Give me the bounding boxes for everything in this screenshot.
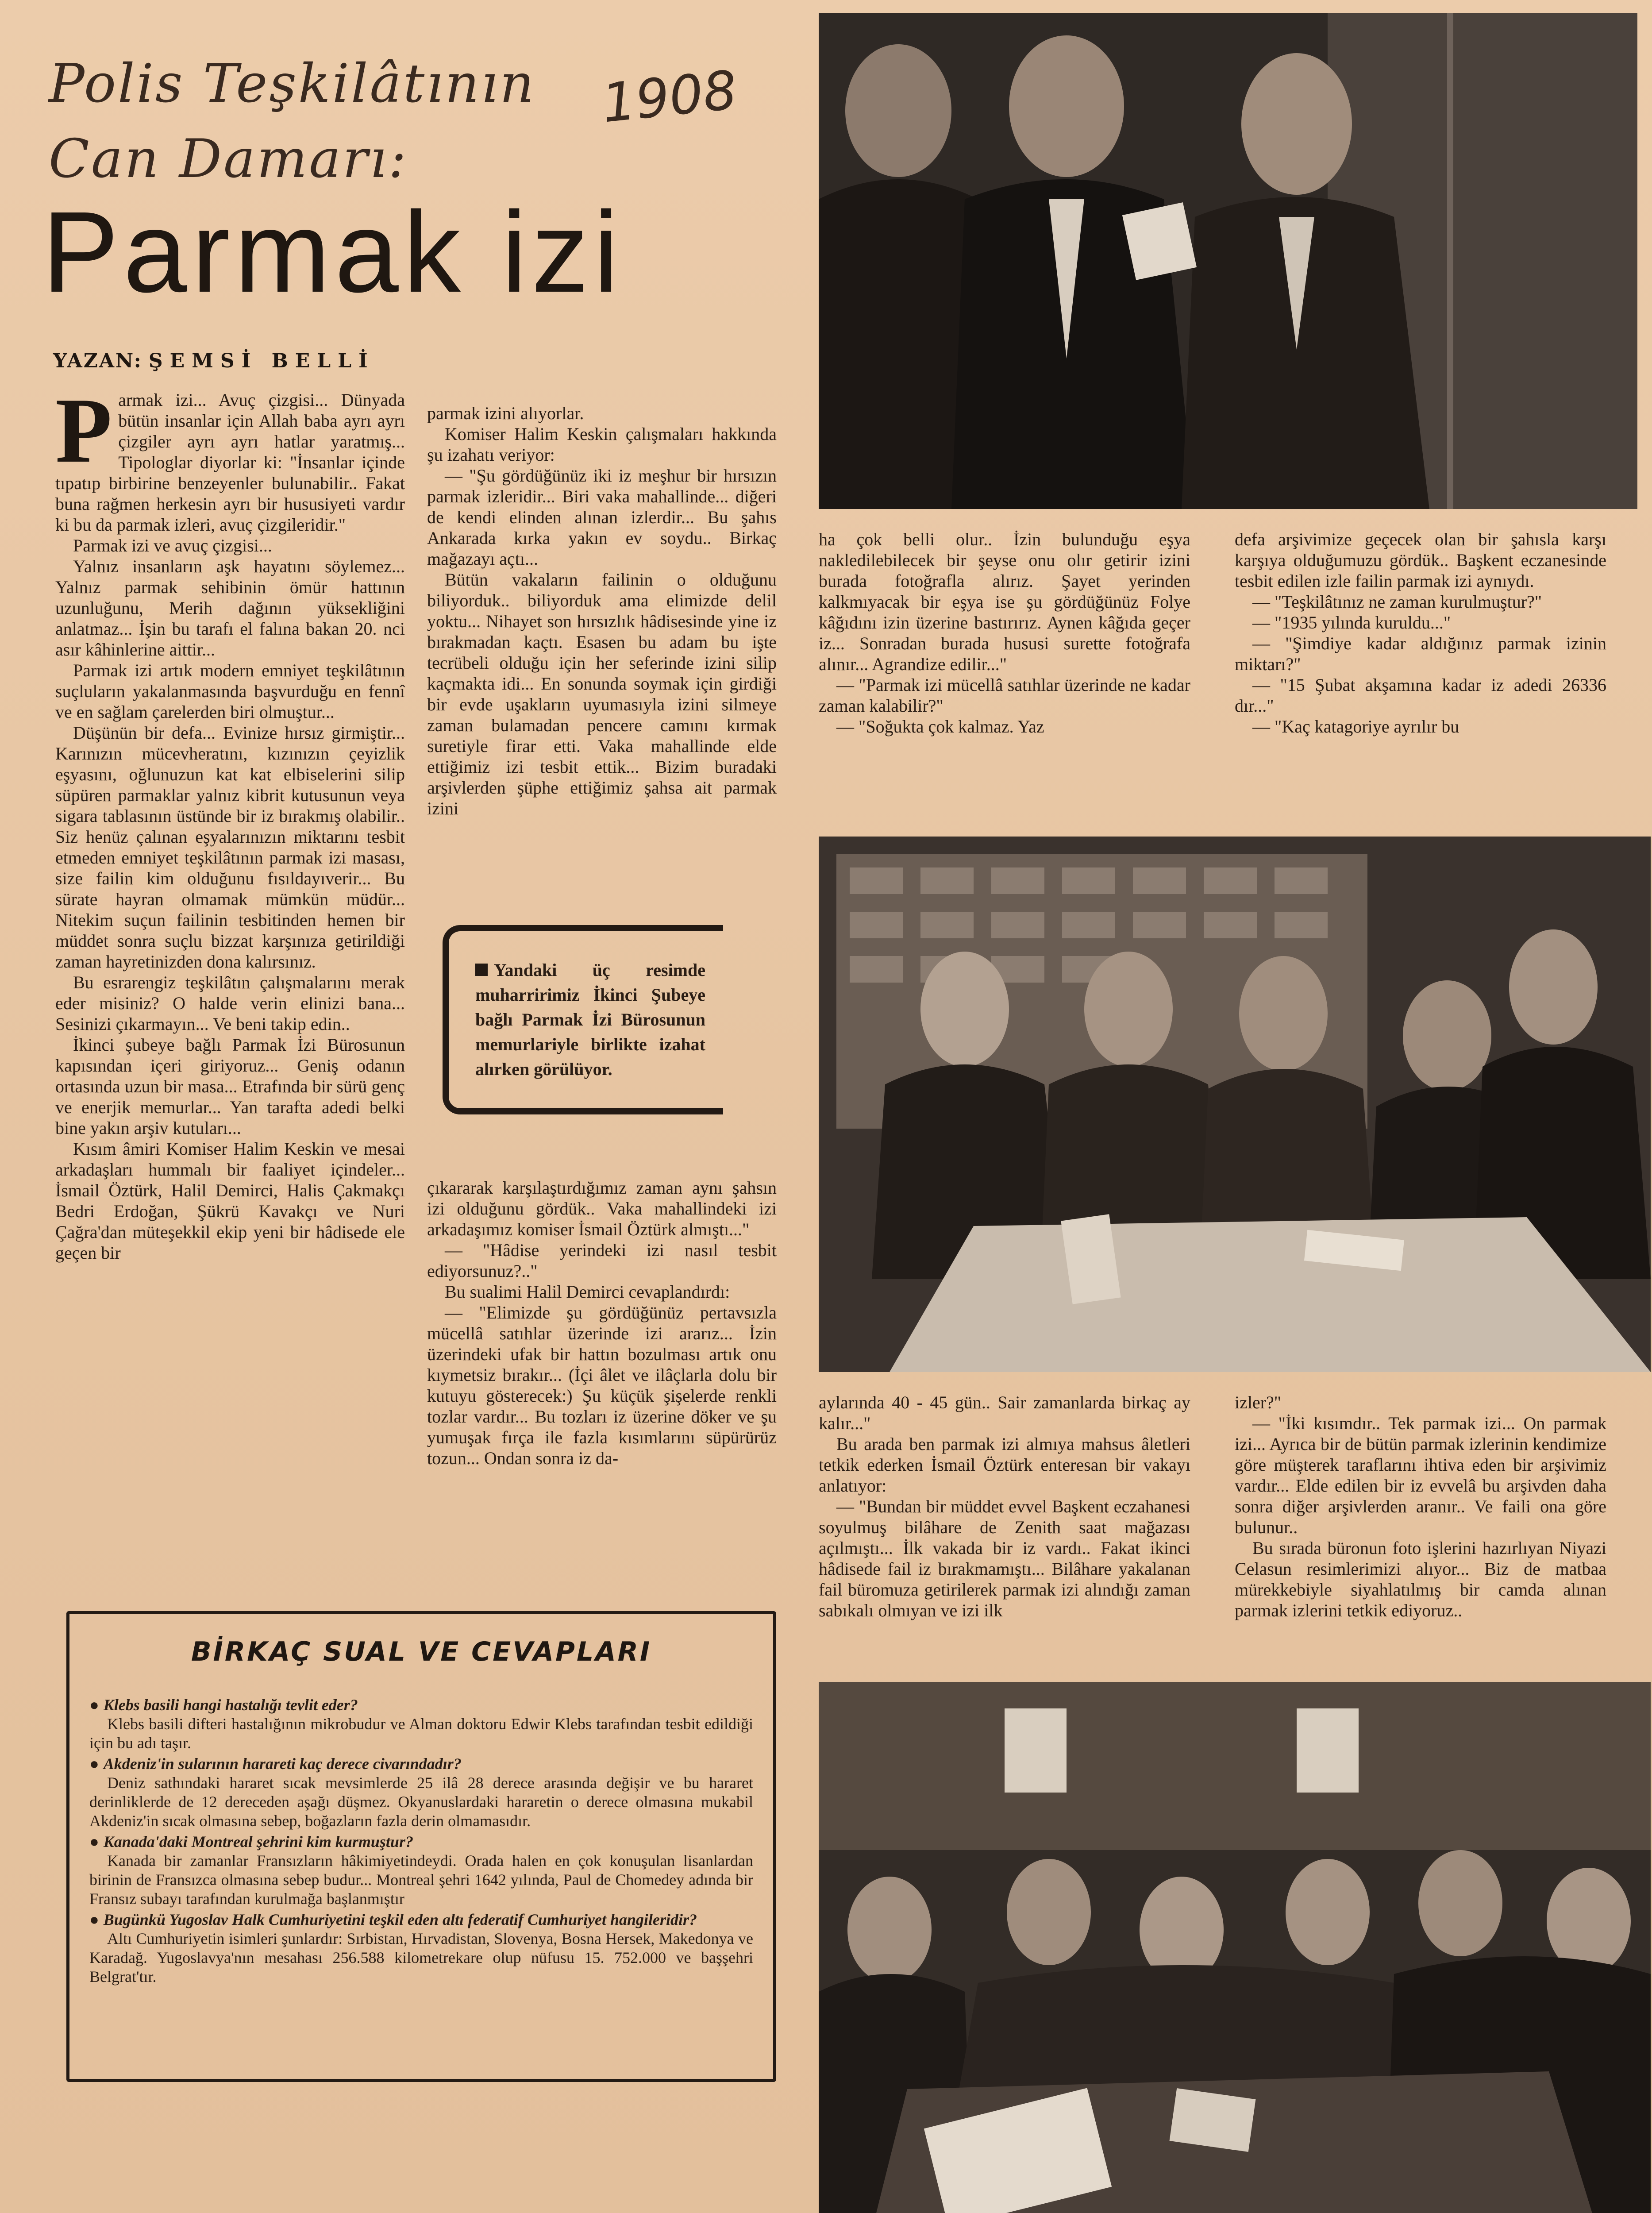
qa-box <box>66 1611 776 2082</box>
article-paragraph: — "Bundan bir müddet evvel Başkent eczahanesi soyulmuş bilâhare de Zenith saat mağazası açılmıştı... İlk vakada bir iz vardı.. Fakat ikinci hâdisede fail iz bırakmamıştı... Bilâhare yakalanan fail büromuza getirilerek parmak izi alındığı zaman sabıkalı olmıyan ve izi ilk <box>819 1496 1190 1620</box>
article-paragraph: — "Şu gördüğünüz iki iz meşhur bir hırsızın parmak izleridir... Biri vaka mahallinde... diğeri de kendi elinden alınan izlerdir... Bu şahıs Ankarada kırka yakın ev soydu.. Birkaç mağazayı açtı... <box>427 466 777 569</box>
article-paragraph: — "Kaç katagoriye ayrılır bu <box>1252 717 1459 736</box>
bullet-icon: ● <box>89 1833 99 1851</box>
article-column-1 <box>55 379 405 1263</box>
article-paragraph: Parmak izi artık modern emniyet teşkilâtının suçluların yakalanmasında başvurduğu en fennî ve en sağlam çarelerden biri olmuştur... <box>55 660 405 722</box>
article-column-3-bottom <box>819 1392 1190 1621</box>
article-paragraph: Düşünün bir defa... Evinize hırsız girmiştir... Karınızın mücevheratını, kızınızın çeyizlik eşyasını, oğlunuzun kat kat elbiselerini silip süpüren parmaklar yalnız kibrit kutusunun veya sigara tablasının üstünde bir iz bırakmış olabilir.. Siz henüz çalınan eşyalarınızın miktarını tesbit etmeden emniyet teşkilâtının parmak izi masası, size failin kim olduğunu fısıldayıverir... Bu sürate hayran olmamak mümkün müdür... Nitekim suçun failinin tesbitinden hemen bir müddet sonra suçlu bizzat karşınıza getirildiği zaman hayretinizden dona kalırsınız. <box>55 723 405 972</box>
article-paragraph: — "Elimizde şu gördüğünüz pertavsızla mücellâ satıhlar üzerinde izi ararız... İzin üzerindeki ufak bir hattın bozulması artık onu kıymetsiz bırakır... (İçi âlet ve ilâçlarla dolu bir kutuyu gösterecek:) Şu küçük şişelerde renkli tozlar vardır... Bu tozları iz üzerine döker ve şu yumuşak fırça ile fazla kısımlarını süpürürüz tozun... Ondan sonra iz da- <box>427 1303 777 1468</box>
qa-question: ● Bugünkü Yugoslav Halk Cumhuriyetini teşkil eden altı federatif Cumhuriyet hangileridir? <box>89 1911 697 1928</box>
article-paragraph: — "Şimdiye kadar aldığınız parmak izinin miktarı?" <box>1235 633 1606 674</box>
qa-answer: Deniz sathındaki hararet sıcak mevsimlerde 25 ilâ 28 derece arasında değişir ve bu hararet derinliklerde de 12 dereceden aşağı düşmez. Okyanuslardaki hararetin o derece olmasına mukabil Akdeniz'in sıcak olmasına sebep, boğazların fazla derin olmamasıdır. <box>89 1774 753 1830</box>
qa-answer: Kanada bir zamanlar Fransızların hâkimiyetindeydi. Orada halen en çok konuşulan lisanlardan birinin de Fransızca olmasına sebep budur... Montreal şehri 1642 yılında, Paul de Chomedey adında bir Fransız subayı tarafından kurulmağa başlanmıştır <box>89 1852 753 1908</box>
article-paragraph: Bütün vakaların failinin o olduğunu biliyorduk.. biliyorduk ama elimizde delil yoktu... Nihayet son hırsızlık hâdisesinde yine iz bırakmadan kaçtı. Esasen bu adam bu işte tecrübeli olduğu için her seferinde izini silip kaçmakta idi... En sonunda soymak için girdiği bir evde uşakların uyumasıyla izini silmeye zaman bulamadan pencere camını kırmak suretiyle firar etti. Vaka mahallinde elde ettiğimiz izi tesbit ettik... Bizim buradaki arşivlerden şüphe ettiğimiz şahsa ait parmak izini <box>427 570 777 818</box>
article-paragraph: Kısım âmiri Komiser Halim Keskin ve mesai arkadaşları hummalı bir faaliyet içindeler... İsmail Öztürk, Halil Demirci, Halis Çakmakçı Bedri Erdoğan, Şükrü Kavakçı ve Nuri Çağra'dan müteşekkil ekip yeni bir hâdisede ele geçen bir <box>55 1139 405 1263</box>
article-paragraph: — "1935 yılında kuruldu..." <box>1252 613 1451 632</box>
article-paragraph: defa arşivimize geçecek olan bir şahısla karşı karşıya olduğumuzu gördük.. Başkent eczanesinde tesbit edilen izle failin parmak izi aynıydı. <box>1235 529 1606 591</box>
photo-caption: Yandaki üç resimde muharririmiz İkinci Şubeye bağlı Parmak İzi Bürosunun memurlariyle birlikte izahat alırken görülüyor. <box>475 960 705 1079</box>
article-paragraph: — "Teşkilâtınız ne zaman kurulmuştur?" <box>1252 592 1542 612</box>
bullet-icon: ● <box>89 1911 99 1928</box>
men-examining-evidence-photo <box>819 13 1637 509</box>
article-paragraph: İkinci şubeye bağlı Parmak İzi Bürosunun kapısından içeri giriyoruz... Geniş odanın ortasında uzun bir masa... Etrafında bir sürü genç ve enerjik memurlar... Yan tarafta adedi belki bine yakın arşiv kutuları... <box>55 1035 405 1138</box>
qa-answer: Altı Cumhuriyetin isimleri şunlardır: Sırbistan, Hırvadistan, Slovenya, Bosna Hersek, Makedonya ve Karadağ. Yugoslavya'nın mesahası 256.588 kilometrekare olup nüfusu 15. 752.000 ve başşehri Belgrat'tır. <box>89 1930 753 1986</box>
byline-author: ŞEMSİ BELLİ <box>148 350 375 372</box>
kicker-line-1: Polis Teşkilâtının <box>49 53 536 115</box>
qa-answer: Klebs basili difteri hastalığının mikrobudur ve Alman doktoru Edwir Klebs tarafından tesbit edildiği için bu adı taşır. <box>89 1715 753 1752</box>
bullet-square-icon <box>475 964 488 976</box>
byline <box>53 350 375 372</box>
article-paragraph: Bu arada ben parmak izi almıya mahsus âletleri tetkik ederken İsmail Öztürk enteresan bir vakayı anlatıyor: <box>819 1434 1190 1496</box>
qa-body <box>89 1694 753 1986</box>
article-paragraph: Komiser Halim Keskin çalışmaları hakkında şu izahatı veriyor: <box>427 424 777 465</box>
group-at-table-photo <box>819 1682 1651 2213</box>
article-paragraph: — "Hâdise yerindeki izi nasıl tesbit ediyorsunuz?.." <box>427 1240 777 1281</box>
handwritten-note: 1908 <box>599 59 740 135</box>
article-column-2-bottom <box>427 1177 777 1469</box>
bullet-icon: ● <box>89 1696 99 1714</box>
article-paragraph: — "Parmak izi mücellâ satıhlar üzerinde ne kadar zaman kalabilir?" <box>819 675 1190 716</box>
article-paragraph: Yalnız insanların aşk hayatını söylemez... Yalnız parmak sehibinin ömür hattının uzunluğunu, Merih dağının yüksekliğini anlatmaz... İşin bu tarafı el falına bakan 20. nci asır kâhinlerine aittir... <box>55 556 405 659</box>
qa-question: ● Klebs basili hangi hastalığı tevlit eder? <box>89 1696 358 1714</box>
qa-question: ● Kanada'daki Montreal şehrini kim kurmuştur? <box>89 1833 413 1851</box>
article-paragraph: aylarında 40 - 45 gün.. Sair zamanlarda birkaç ay kalır..." <box>819 1392 1190 1433</box>
article-paragraph: çıkararak karşılaştırdığımız zaman aynı şahsın izi olduğunu gördük.. Vaka mahallindeki izi arkadaşımız komiser İsmail Öztürk almıştı..." <box>427 1178 777 1239</box>
men-at-archive-table-photo <box>819 837 1651 1372</box>
article-paragraph: parmak izini alıyorlar. <box>427 403 584 423</box>
article-paragraph: — "İki kısımdır.. Tek parmak izi... On parmak izi... Ayrıca bir de bütün parmak izlerinin kendimize göre müşterek taraflarını ihtiva eden bir arşivimiz vardır... Elde edilen bir iz evvelâ bu arşivden daha sonra diğer arşivlerden aranır.. Ve faili ona göre bulunur.. <box>1235 1413 1606 1537</box>
article-paragraph: Bu sırada büronun foto işlerini hazırlıyan Niyazi Celasun resimlerimizi alıyor... Biz de matbaa mürekkebiyle siyahlatılmış bir camda alınan parmak izlerini tetkik ediyoruz.. <box>1235 1538 1606 1620</box>
byline-prefix: YAZAN: <box>53 350 142 372</box>
page-title: Parmak izi <box>42 188 624 316</box>
article-paragraph: — "Soğukta çok kalmaz. Yaz <box>836 717 1044 736</box>
article-column-3-top <box>819 529 1190 737</box>
article-paragraph: izler?" <box>1235 1392 1282 1412</box>
article-paragraph: ha çok belli olur.. İzin bulunduğu eşya nakledilebilecek bir şeyse onu olır getirir izini burada fotoğrafla alırız. Şayet yerinden kalkmıyacak bir eşya ise şu gördüğünüz Folye kâğıdını izin üzerine bastırırız. Aynen kâğıda geçer iz... Sonradan burada hususi surette fotoğrafa alınır... Agrandize edilir..." <box>819 529 1190 674</box>
article-column-4-top <box>1235 529 1606 737</box>
article-paragraph: Bu esrarengiz teşkilâtın çalışmalarını merak eder misiniz? O halde verin elinizi bana... Sesinizi çıkarmayın... Ve beni takip edin.. <box>55 972 405 1034</box>
article-column-2-top <box>427 403 777 819</box>
article-paragraph: Bu sualimi Halil Demirci cevaplandırdı: <box>445 1282 730 1302</box>
article-paragraph: Parmak izi... Avuç çizgisi... Dünyada bütün insanlar için Allah baba ayrı ayrı çizgiler ayrı ayrı hatlar yaratmış... Tipologlar diyorlar ki: "İnsanlar içinde tıpatıp birbirine benzeyenler bulunabilir.. Fakat buna rağmen herkesin ayrı bir hususiyeti vardır ki bu da parmak izleri, avuç çizgileridir." <box>55 379 405 535</box>
article-paragraph: Parmak izi ve avuç çizgisi... <box>73 536 272 555</box>
photo-caption-box <box>443 925 723 1114</box>
kicker-line-2: Can Damarı: <box>49 128 408 190</box>
article-column-4-bottom <box>1235 1392 1606 1621</box>
qa-question: ● Akdeniz'in sularının harareti kaç derece civarındadır? <box>89 1755 462 1773</box>
article-paragraph: — "15 Şubat akşamına kadar iz adedi 26336 dır..." <box>1235 675 1606 716</box>
drop-cap: P <box>55 379 112 482</box>
bullet-icon: ● <box>89 1755 99 1773</box>
qa-title: BİRKAÇ SUAL VE CEVAPLARI <box>191 1636 652 1667</box>
